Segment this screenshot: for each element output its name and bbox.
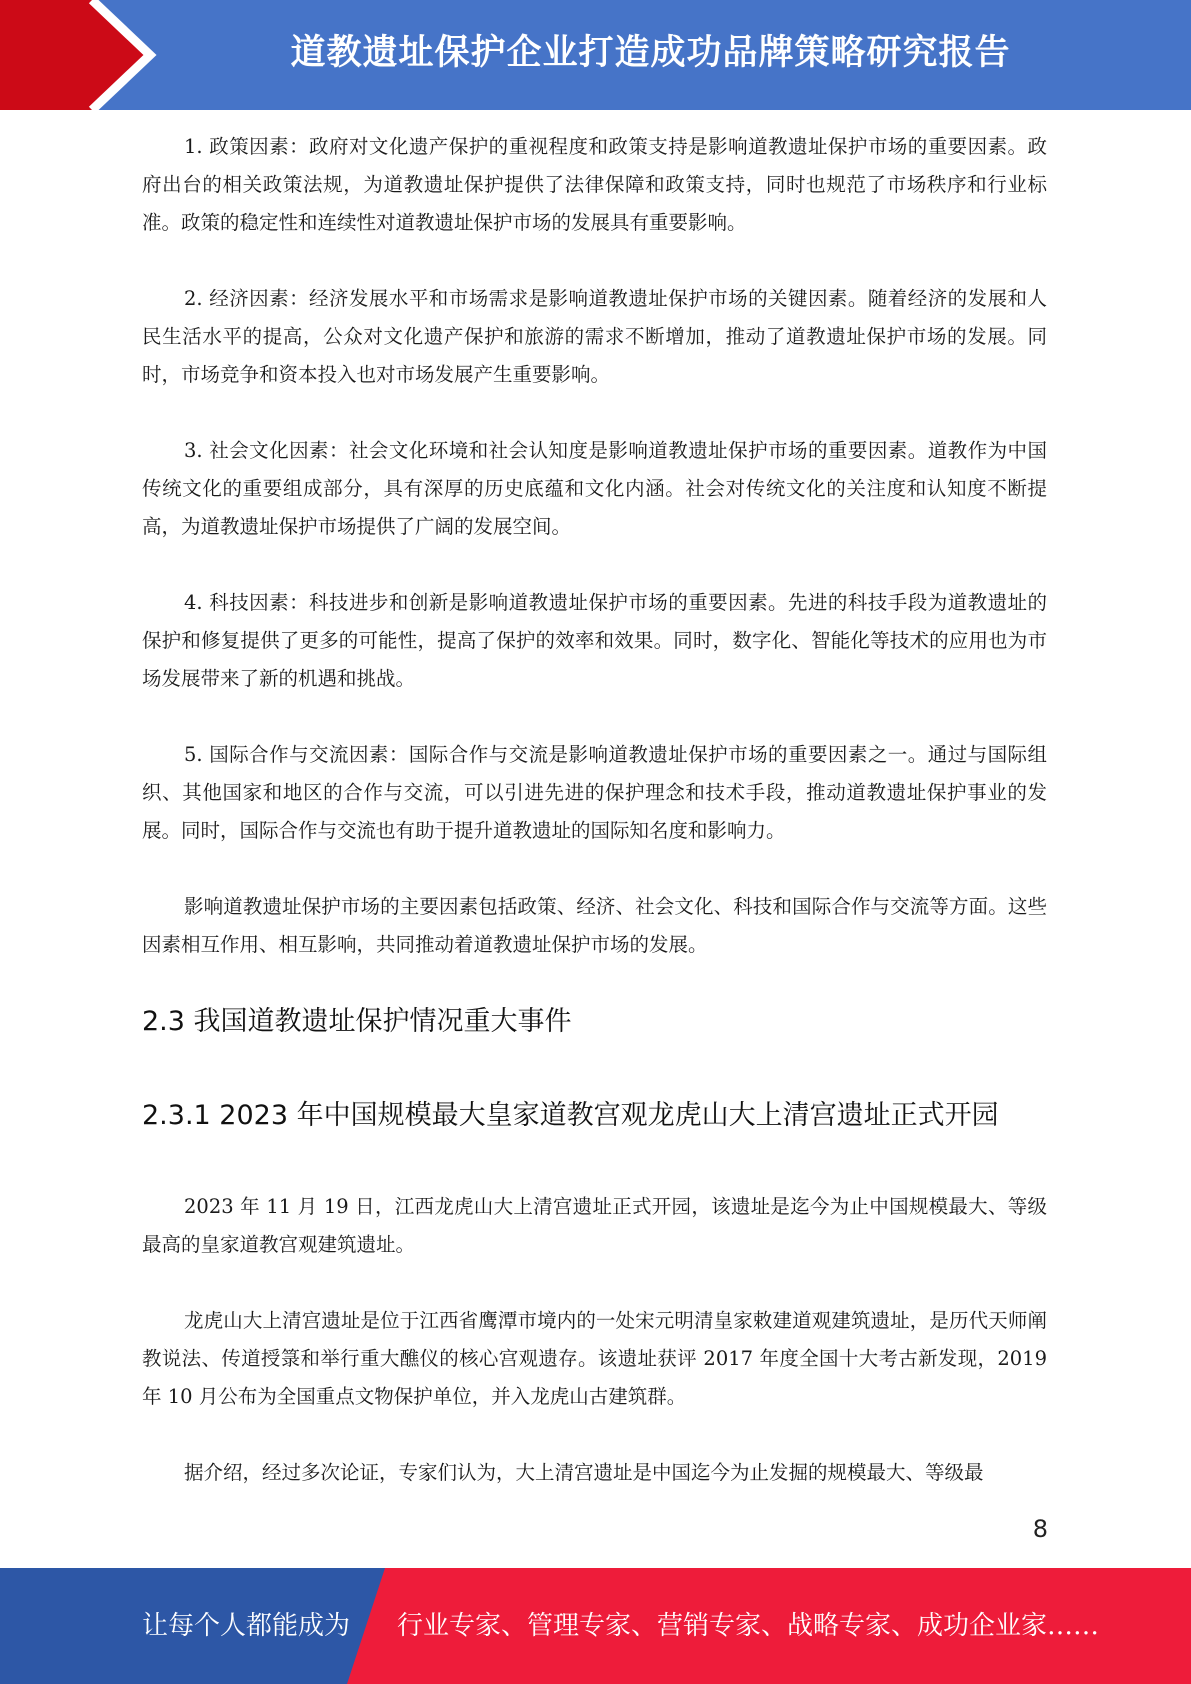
paragraph-site-description: 龙虎山大上清宫遗址是位于江西省鹰潭市境内的一处宋元明清皇家敕建道观建筑遗址，是历代天师阐教说法、传道授箓和举行重大醮仪的核心宫观遗存。该遗址获评 2017 年度全国十大考古新发现，2019 年 10 月公布为全国重点文物保护单位，并入龙虎山古建筑群。 <box>142 1309 1047 1408</box>
paragraph-policy: 1. 政策因素：政府对文化遗产保护的重视程度和政策支持是影响道教遗址保护市场的重要因素。政府出台的相关政策法规，为道教遗址保护提供了法律保障和政策支持，同时也规范了市场秩序和行业标准。政策的稳定性和连续性对道教遗址保护市场的发展具有重要影响。 <box>142 135 1047 234</box>
paragraph-international: 5. 国际合作与交流因素：国际合作与交流是影响道教遗址保护市场的重要因素之一。通过与国际组织、其他国家和地区的合作与交流，可以引进先进的保护理念和技术手段，推动道教遗址保护事业的发展。同时，国际合作与交流也有助于提升道教遗址的国际知名度和影响力。 <box>142 743 1047 842</box>
section-heading: 2.3 我国道教遗址保护情况重大事件 <box>142 1006 572 1037</box>
paragraph-social-culture: 3. 社会文化因素：社会文化环境和社会认知度是影响道教遗址保护市场的重要因素。道教作为中国传统文化的重要组成部分，具有深厚的历史底蕴和文化内涵。社会对传统文化的关注度和认知度不断提高，为道教遗址保护市场提供了广阔的发展空间。 <box>142 439 1047 538</box>
report-title: 道教遗址保护企业打造成功品牌策略研究报告 <box>290 33 1011 73</box>
footer-slogan-left: 让每个人都能成为 <box>142 1611 351 1641</box>
page-number: 8 <box>1032 1515 1048 1543</box>
page-header <box>0 0 1191 110</box>
page-body <box>142 128 1047 1530</box>
page-footer <box>0 1568 1191 1684</box>
paragraph-summary: 影响道教遗址保护市场的主要因素包括政策、经济、社会文化、科技和国际合作与交流等方面。这些因素相互作用、相互影响，共同推动着道教遗址保护市场的发展。 <box>142 895 1047 956</box>
header-red-arrow <box>0 0 150 110</box>
paragraph-economy: 2. 经济因素：经济发展水平和市场需求是影响道教遗址保护市场的关键因素。随着经济的发展和人民生活水平的提高，公众对文化遗产保护和旅游的需求不断增加，推动了道教遗址保护市场的发展。同时，市场竞争和资本投入也对市场发展产生重要影响。 <box>142 287 1047 386</box>
paragraph-expert-view: 据介绍，经过多次论证，专家们认为，大上清宫遗址是中国迄今为止发掘的规模最大、等级最 <box>184 1461 984 1484</box>
footer-slogan-right: 行业专家、管理专家、营销专家、战略专家、成功企业家…… <box>397 1611 1100 1641</box>
paragraph-technology: 4. 科技因素：科技进步和创新是影响道教遗址保护市场的重要因素。先进的科技手段为道教遗址的保护和修复提供了更多的可能性，提高了保护的效率和效果。同时，数字化、智能化等技术的应用也为市场发展带来了新的机遇和挑战。 <box>142 591 1047 690</box>
paragraph-opening-date: 2023 年 11 月 19 日，江西龙虎山大上清宫遗址正式开园，该遗址是迄今为止中国规模最大、等级最高的皇家道教宫观建筑遗址。 <box>142 1195 1047 1256</box>
subsection-heading: 2.3.1 2023 年中国规模最大皇家道教宫观龙虎山大上清宫遗址正式开园 <box>142 1100 999 1131</box>
